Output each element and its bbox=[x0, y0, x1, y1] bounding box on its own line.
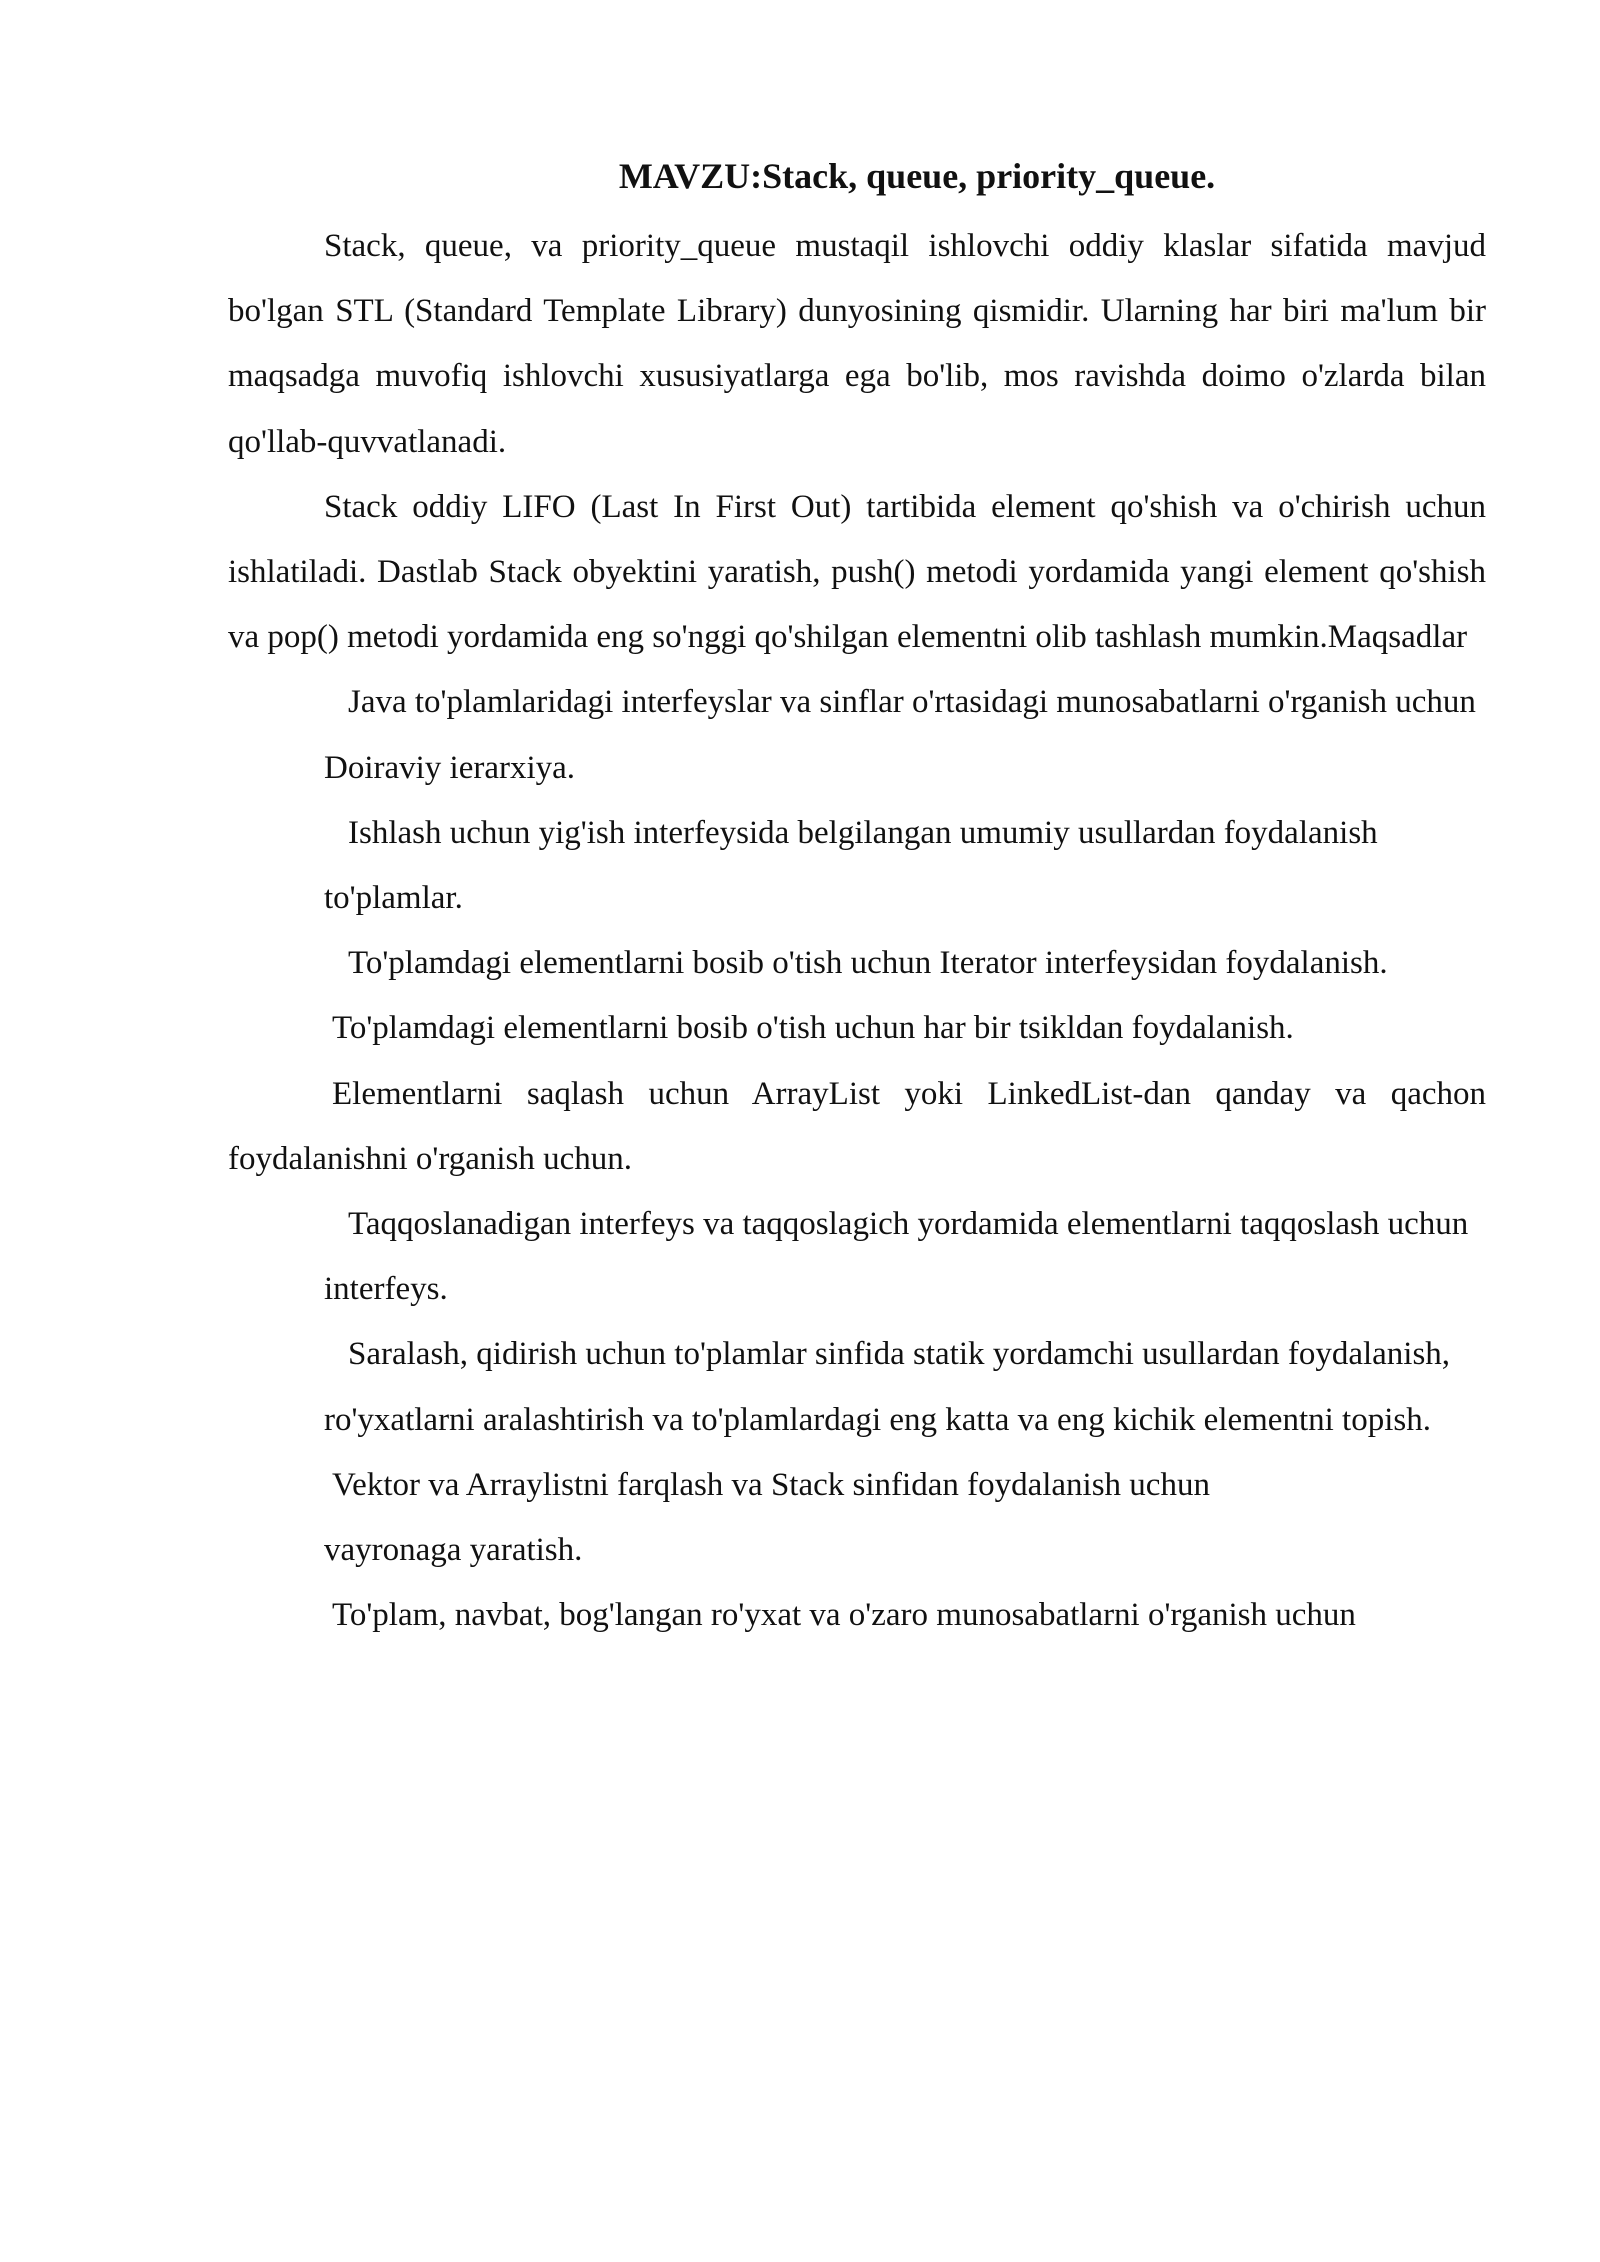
paragraph-create-stack: vayronaga yaratish. bbox=[324, 1532, 583, 1569]
paragraph-collections-word: to'plamlar. bbox=[324, 880, 463, 917]
paragraph-intro: Stack, queue, va priority_queue mustaqil ishlovchi oddiy klaslar sifatida mavjud bo'lgan STL (Standard Template Library) dunyosining qismidir. Ularning har biri ma'lum bir maqsadga muvofiq ishlovchi xususiyatlarga ega bo'lib, mos ravishda doimo o'zlarda bilan qo'llab-quvvatlanadi. bbox=[228, 228, 1486, 460]
paragraph-collection-methods: Ishlash uchun yig'ish interfeysida belgilangan umumiy usullardan foydalanish bbox=[348, 814, 1378, 851]
paragraph-java-collections: Java to'plamlaridagi interfeyslar va sinflar o'rtasidagi munosabatlarni o'rganish uchun bbox=[348, 684, 1476, 721]
paragraph-stack-lifo: Stack oddiy LIFO (Last In First Out) tartibida element qo'shish va o'chirish uchun ishlatiladi. Dastlab Stack obyektini yaratish, push() metodi yordamida yangi element qo'shish va pop() metodi yordamida eng so'nggi qo'shilgan elementni olib tashlash mumkin.Maqsadlar bbox=[228, 488, 1486, 656]
document-page bbox=[228, 150, 1486, 1648]
paragraph-vector-arraylist: Vektor va Arraylistni farqlash va Stack sinfidan foydalanish uchun bbox=[332, 1466, 1210, 1503]
paragraph-for-each: To'plamdagi elementlarni bosib o'tish uchun har bir tsikldan foydalanish. bbox=[332, 1010, 1294, 1047]
document-title: MAVZU:Stack, queue, priority_queue. bbox=[618, 156, 1216, 196]
paragraph-shuffle-minmax: ro'yxatlarni aralashtirish va to'plamlardagi eng katta va eng kichik elementni topish. bbox=[324, 1401, 1431, 1438]
paragraph-comparable-comparator: Taqqoslanadigan interfeys va taqqoslagich yordamida elementlarni taqqoslash uchun bbox=[348, 1206, 1469, 1243]
paragraph-interface-word: interfeys. bbox=[324, 1271, 448, 1308]
paragraph-arraylist-linkedlist: Elementlarni saqlash uchun ArrayList yoki LinkedList-dan qanday va qachon foydalanishni o'rganish uchun. bbox=[228, 1075, 1486, 1177]
paragraph-hierarchy: Doiraviy ierarxiya. bbox=[324, 749, 576, 786]
paragraph-sorting-searching: Saralash, qidirish uchun to'plamlar sinfida statik yordamchi usullardan foydalanish, bbox=[348, 1336, 1451, 1373]
paragraph-set-queue-linkedlist: To'plam, navbat, bog'langan ro'yxat va o'zaro munosabatlarni o'rganish uchun bbox=[332, 1597, 1356, 1634]
paragraph-iterator: To'plamdagi elementlarni bosib o'tish uchun Iterator interfeysidan foydalanish. bbox=[348, 945, 1388, 982]
